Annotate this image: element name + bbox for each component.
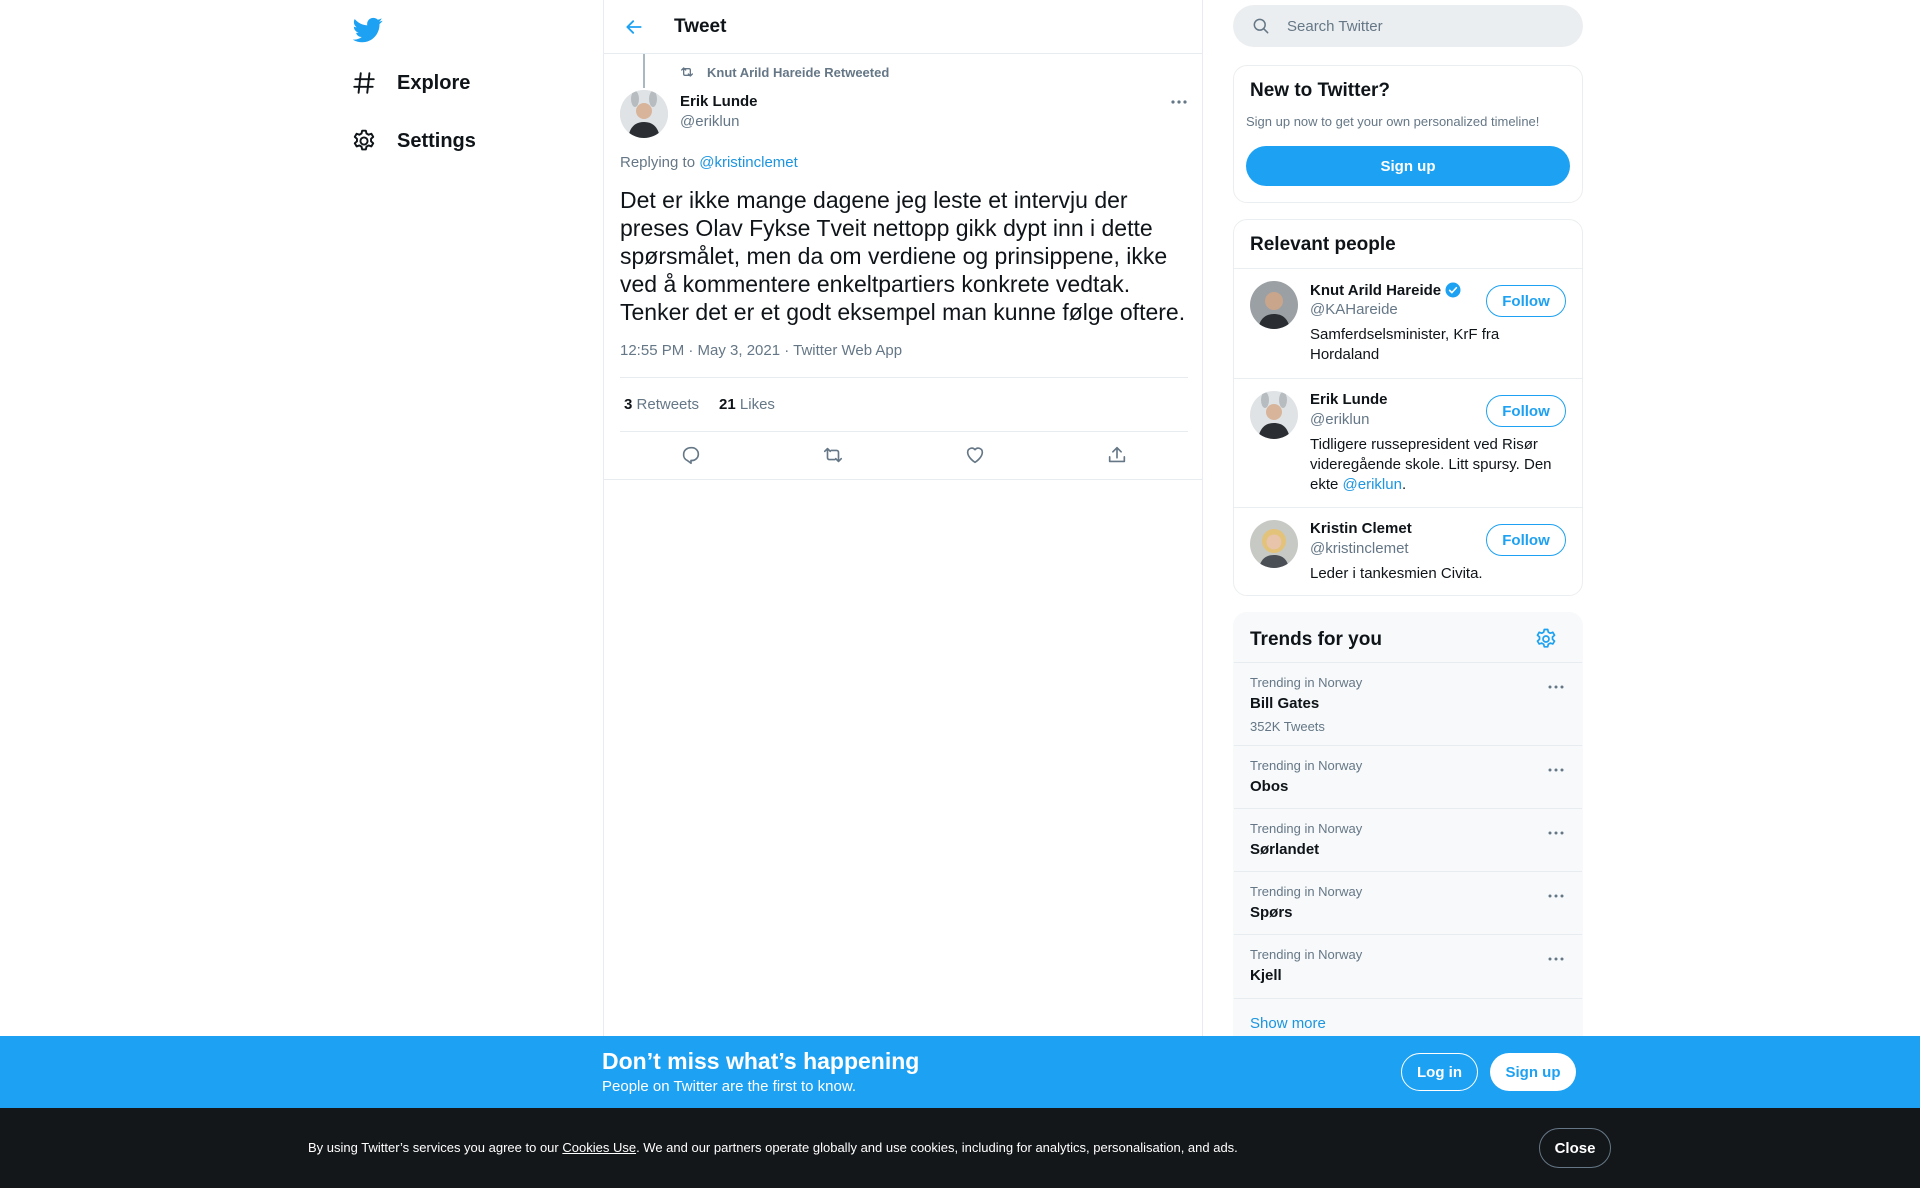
twitter-bird-icon — [353, 15, 383, 45]
author-avatar[interactable] — [620, 90, 668, 138]
trend-name: Obos — [1250, 778, 1289, 795]
trend-more-button[interactable] — [1544, 760, 1568, 780]
search-input[interactable] — [1287, 18, 1547, 35]
avatar[interactable] — [1250, 281, 1298, 329]
trends-header — [1234, 613, 1582, 663]
trend-more-button[interactable] — [1544, 886, 1568, 906]
person-name-label: Knut Arild Hareide — [1310, 281, 1442, 299]
signup-banner-heading: Don’t miss what’s happening — [602, 1048, 920, 1074]
signup-button[interactable]: Sign up — [1246, 146, 1570, 186]
likes-stat[interactable] — [719, 396, 775, 413]
cookie-close-button[interactable]: Close — [1539, 1128, 1611, 1168]
trend-item[interactable] — [1234, 809, 1583, 872]
verified-badge-icon — [1444, 281, 1462, 299]
relevant-people-title: Relevant people — [1250, 234, 1396, 255]
trend-item[interactable] — [1234, 746, 1583, 809]
more-dots-icon — [1548, 894, 1564, 898]
page-title: Tweet — [674, 15, 727, 37]
more-dots-icon — [1548, 685, 1564, 689]
person-row[interactable] — [1234, 379, 1582, 508]
person-row[interactable] — [1234, 508, 1582, 596]
trend-more-button[interactable] — [1544, 949, 1568, 969]
trend-item[interactable] — [1234, 663, 1583, 746]
likes-label: Likes — [739, 396, 775, 413]
follow-button[interactable]: Follow — [1486, 395, 1566, 427]
page-header — [604, 0, 1202, 54]
new-to-twitter-card — [1233, 65, 1583, 203]
retweeted-by-label: Knut Arild Hareide Retweeted — [707, 64, 890, 80]
like-button[interactable] — [960, 440, 990, 470]
arrow-left-icon — [624, 17, 644, 37]
trend-item[interactable] — [1234, 872, 1583, 935]
reply-button[interactable] — [676, 440, 706, 470]
replying-to — [620, 154, 798, 171]
trends-settings-gear-icon[interactable] — [1534, 627, 1558, 651]
more-dots-icon — [1548, 768, 1564, 772]
person-bio — [1310, 435, 1570, 495]
login-button[interactable]: Log in — [1401, 1053, 1478, 1091]
trend-more-button[interactable] — [1544, 677, 1568, 697]
trend-more-button[interactable] — [1544, 823, 1568, 843]
follow-button[interactable]: Follow — [1486, 285, 1566, 317]
avatar[interactable] — [1250, 520, 1298, 568]
thread-connector-line — [643, 54, 645, 88]
retweets-count: 3 — [624, 396, 633, 413]
trend-item[interactable] — [1234, 935, 1583, 999]
person-bio-text: Tidligere russepresident ved Risør videregående skole. Litt spursy. Den ekte — [1310, 436, 1552, 493]
show-more-link[interactable]: Show more — [1250, 1015, 1326, 1032]
follow-button[interactable]: Follow — [1486, 524, 1566, 556]
back-button[interactable] — [614, 7, 654, 47]
cookie-text — [308, 1140, 1238, 1155]
person-row[interactable] — [1234, 269, 1582, 379]
author-name[interactable]: Erik Lunde — [680, 93, 758, 110]
tweet-text: Det er ikke mange dagene jeg leste et intervju der preses Olav Fykse Tveit nettopp gikk dypt inn i dette spørsmålet, men da om verdiene og prinsippene, ikke ved å kommentere enkeltpartiers konkrete vedtak. Tenker det er et godt eksempel man kunne følge oftere. — [620, 187, 1186, 325]
person-bio-suffix: . — [1401, 476, 1407, 493]
nav-explore-label: Explore — [397, 71, 471, 94]
cookie-text-suffix: . We and our partners operate globally and use cookies, including for analytics, personalisation, and ads. — [636, 1140, 1238, 1155]
trends-title: Trends for you — [1250, 629, 1382, 650]
relevant-people-header — [1234, 220, 1582, 269]
bio-mention-link[interactable]: @eriklun — [1342, 476, 1402, 493]
cookie-banner — [0, 1108, 1920, 1188]
retweet-button[interactable] — [818, 440, 848, 470]
more-dots-icon — [1548, 957, 1564, 961]
retweets-label: Retweets — [636, 396, 700, 413]
trend-context: Trending in Norway — [1250, 758, 1363, 773]
trends-card — [1233, 612, 1583, 1052]
divider — [620, 377, 1188, 378]
retweet-icon — [679, 64, 695, 80]
likes-count: 21 — [719, 396, 736, 413]
search-box[interactable] — [1233, 5, 1583, 47]
nav-settings-label: Settings — [397, 129, 476, 152]
trend-name: Kjell — [1250, 967, 1282, 984]
gear-icon — [349, 126, 379, 156]
person-handle[interactable]: @kristinclemet — [1310, 540, 1409, 557]
trend-count: 352K Tweets — [1250, 719, 1325, 734]
replying-to-link[interactable]: @kristinclemet — [699, 154, 798, 171]
twitter-logo-link[interactable] — [348, 10, 388, 50]
share-icon — [1106, 444, 1128, 466]
tweet-actions — [620, 440, 1188, 470]
nav-settings[interactable] — [349, 116, 476, 166]
new-to-twitter-title: New to Twitter? — [1250, 80, 1391, 101]
retweeted-by[interactable] — [679, 64, 889, 80]
trend-name: Bill Gates — [1250, 695, 1320, 712]
tweet-timestamp[interactable]: 12:55 PM · May 3, 2021 · Twitter Web App — [620, 342, 903, 359]
trend-context: Trending in Norway — [1250, 947, 1363, 962]
signup-banner — [0, 1036, 1920, 1108]
cookie-text-prefix: By using Twitter’s services you agree to our — [308, 1140, 559, 1155]
person-name[interactable]: Kristin Clemet — [1310, 520, 1412, 537]
new-to-twitter-subtitle: Sign up now to get your own personalized timeline! — [1246, 114, 1540, 129]
trend-context: Trending in Norway — [1250, 884, 1363, 899]
search-icon — [1251, 16, 1271, 36]
tweet-column — [603, 0, 1203, 1188]
person-name[interactable] — [1310, 281, 1462, 299]
trend-name: Spørs — [1250, 904, 1293, 921]
author-handle[interactable]: @eriklun — [680, 113, 740, 130]
nav-explore[interactable] — [349, 58, 470, 108]
more-dots-icon — [1170, 99, 1188, 105]
hashtag-icon — [349, 68, 379, 98]
avatar[interactable] — [1250, 391, 1298, 439]
person-handle[interactable]: @KAHareide — [1310, 301, 1398, 318]
retweets-stat[interactable] — [624, 396, 699, 413]
tweet-more-button[interactable] — [1164, 92, 1194, 112]
relevant-people-card — [1233, 219, 1583, 596]
person-handle[interactable]: @eriklun — [1310, 411, 1370, 428]
divider — [620, 431, 1188, 432]
more-dots-icon — [1548, 831, 1564, 835]
person-bio: Samferdselsminister, KrF fra Hordaland — [1310, 326, 1500, 363]
banner-signup-button[interactable]: Sign up — [1490, 1053, 1576, 1091]
reply-icon — [680, 444, 702, 466]
person-name[interactable]: Erik Lunde — [1310, 391, 1388, 408]
trend-context: Trending in Norway — [1250, 675, 1363, 690]
divider — [604, 479, 1202, 480]
signup-banner-subheading: People on Twitter are the first to know. — [602, 1078, 857, 1095]
tweet-stats — [624, 396, 775, 413]
person-bio: Leder i tankesmien Civita. — [1310, 565, 1483, 582]
trend-name: Sørlandet — [1250, 841, 1320, 858]
trend-context: Trending in Norway — [1250, 821, 1363, 836]
heart-icon — [964, 444, 986, 466]
replying-prefix: Replying to — [620, 154, 696, 171]
retweet-icon — [822, 444, 844, 466]
share-button[interactable] — [1102, 440, 1132, 470]
cookies-use-link[interactable]: Cookies Use — [562, 1140, 637, 1155]
